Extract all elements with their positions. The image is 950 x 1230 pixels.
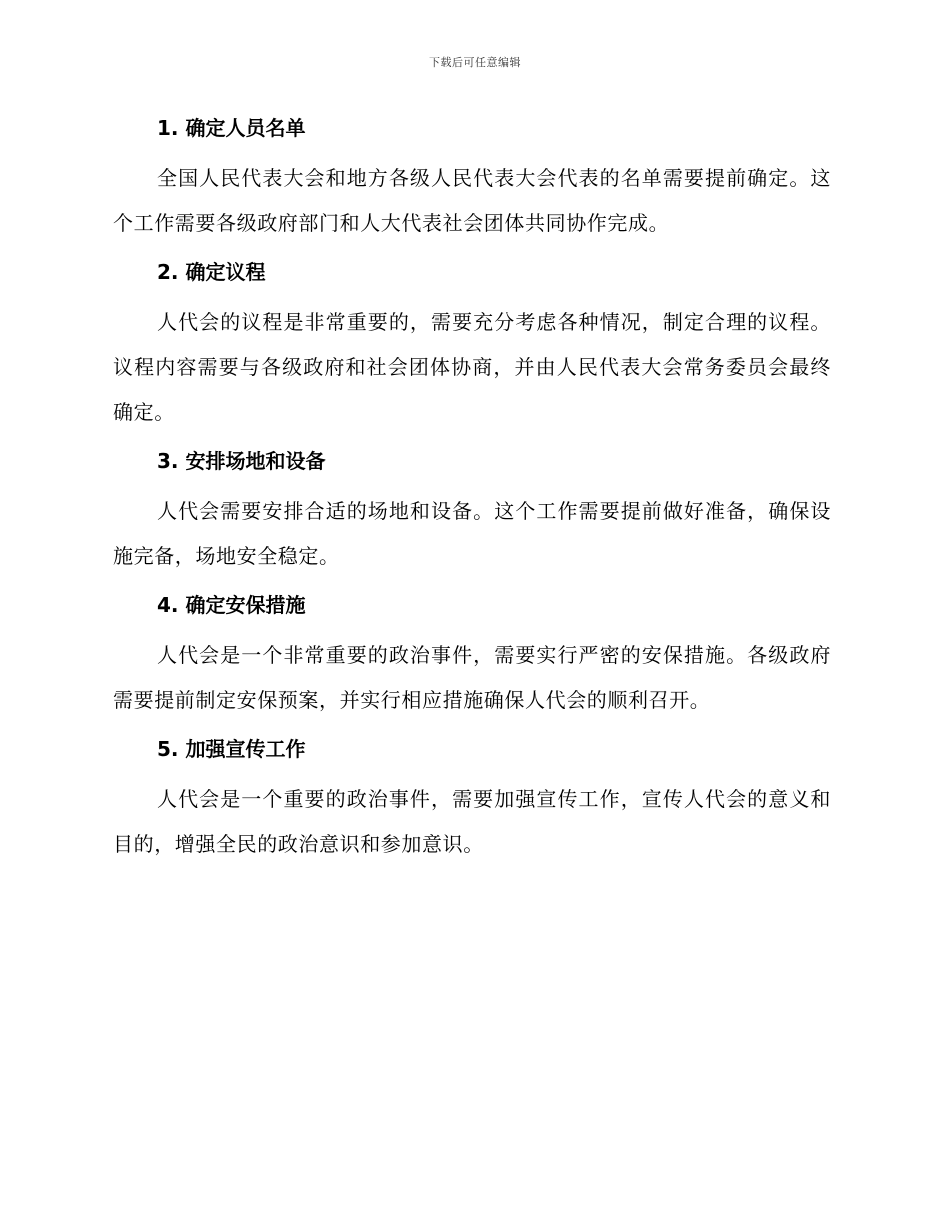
header-note: 下载后可任意编辑 <box>429 56 521 69</box>
section-heading: 1. 确定人员名单 <box>157 116 306 140</box>
section-1 <box>113 112 831 246</box>
section-4 <box>113 589 831 723</box>
section-3 <box>113 445 831 579</box>
section-paragraph: 人代会是一个非常重要的政治事件，需要实行严密的安保措施。各级政府需要提前制定安保预案，并实行相应措施确保人代会的顺利召开。 <box>113 643 831 712</box>
section-heading: 2. 确定议程 <box>157 260 266 284</box>
section-2 <box>113 256 831 435</box>
section-5 <box>113 733 831 867</box>
section-heading: 5. 加强宣传工作 <box>157 737 306 761</box>
section-heading: 4. 确定安保措施 <box>157 593 306 617</box>
section-heading: 3. 安排场地和设备 <box>157 449 326 473</box>
section-paragraph: 人代会的议程是非常重要的，需要充分考虑各种情况，制定合理的议程。议程内容需要与各级政府和社会团体协商，并由人民代表大会常务委员会最终确定。 <box>113 310 831 424</box>
section-paragraph: 人代会需要安排合适的场地和设备。这个工作需要提前做好准备，确保设施完备，场地安全稳定。 <box>113 499 831 568</box>
document-content <box>113 112 831 877</box>
section-paragraph: 全国人民代表大会和地方各级人民代表大会代表的名单需要提前确定。这个工作需要各级政府部门和人大代表社会团体共同协作完成。 <box>113 166 831 235</box>
section-paragraph: 人代会是一个重要的政治事件，需要加强宣传工作，宣传人代会的意义和目的，增强全民的政治意识和参加意识。 <box>113 787 831 856</box>
